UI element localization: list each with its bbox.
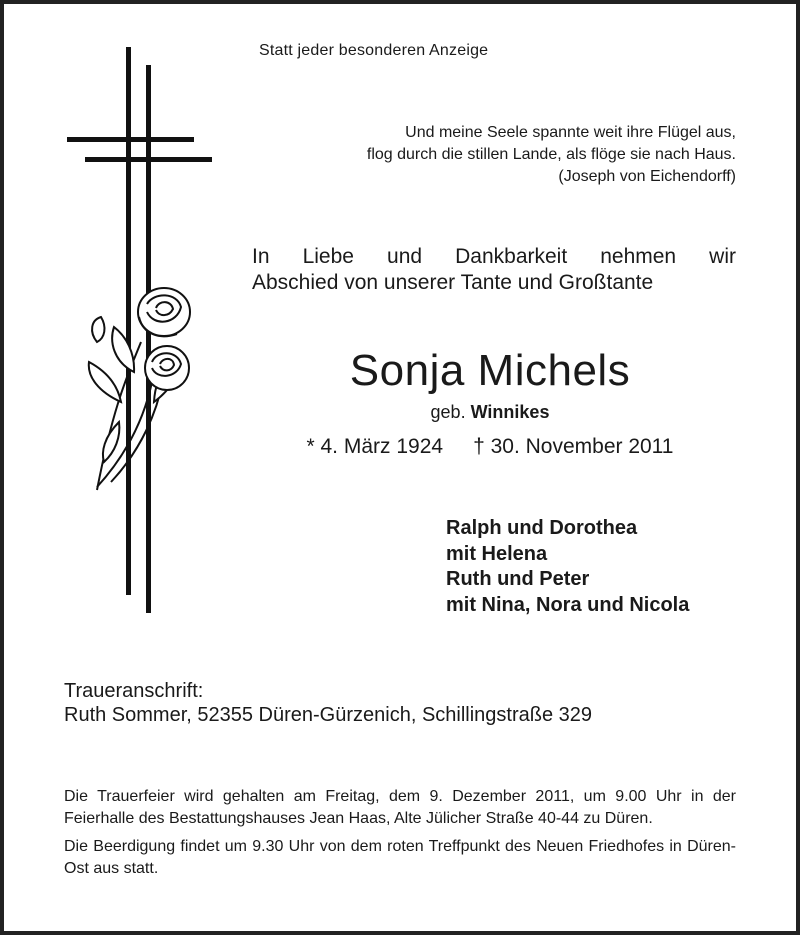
ceremony-info — [64, 786, 736, 886]
quote-line-1: Und meine Seele spannte weit ihre Flügel aus, — [405, 124, 736, 141]
quote-line-2: flog durch die stillen Lande, als flöge sie nach Haus. — [366, 146, 736, 163]
burial-text: Die Beerdigung findet um 9.30 Uhr von dem roten Treffpunkt des Neuen Friedhofes in Düren-Ost aus statt. — [64, 838, 736, 877]
life-dates — [244, 435, 736, 459]
intro-text — [252, 244, 736, 296]
mourning-address — [64, 679, 592, 727]
family-line: mit Helena — [446, 542, 548, 565]
family-line: Ralph und Dorothea — [446, 517, 638, 539]
quote-author: (Joseph von Eichendorff) — [558, 168, 736, 185]
death-date: † 30. November 2011 — [473, 435, 674, 458]
header-note: Statt jeder besonderen Anzeige — [259, 42, 489, 59]
roses-icon — [89, 288, 190, 490]
maiden-name: Winnikes — [470, 402, 550, 422]
family-signatures — [446, 516, 689, 618]
birth-date: * 4. März 1924 — [306, 435, 444, 458]
funeral-service-text: Die Trauerfeier wird gehalten am Freitag, dem 9. Dezember 2011, um 9.00 Uhr in der Feierhalle des Bestattungshauses Jean Haas, Alte Jülicher Straße 40-44 zu Düren. — [64, 788, 736, 827]
address-value: Ruth Sommer, 52355 Düren-Gürzenich, Schillingstraße 329 — [64, 704, 593, 726]
deceased-name: Sonja Michels — [349, 346, 631, 395]
maiden-name-line — [244, 402, 736, 423]
maiden-prefix: geb. — [430, 402, 466, 422]
poem-quote — [244, 122, 736, 188]
intro-line-2: Abschied von unserer Tante und Großtante — [252, 271, 654, 294]
double-cross-icon — [59, 42, 229, 622]
intro-line-1: In Liebe und Dankbarkeit nehmen wir — [252, 245, 736, 268]
family-line: Ruth und Peter — [446, 568, 590, 590]
family-line: mit Nina, Nora und Nicola — [446, 593, 690, 616]
address-label: Traueranschrift: — [64, 680, 204, 702]
